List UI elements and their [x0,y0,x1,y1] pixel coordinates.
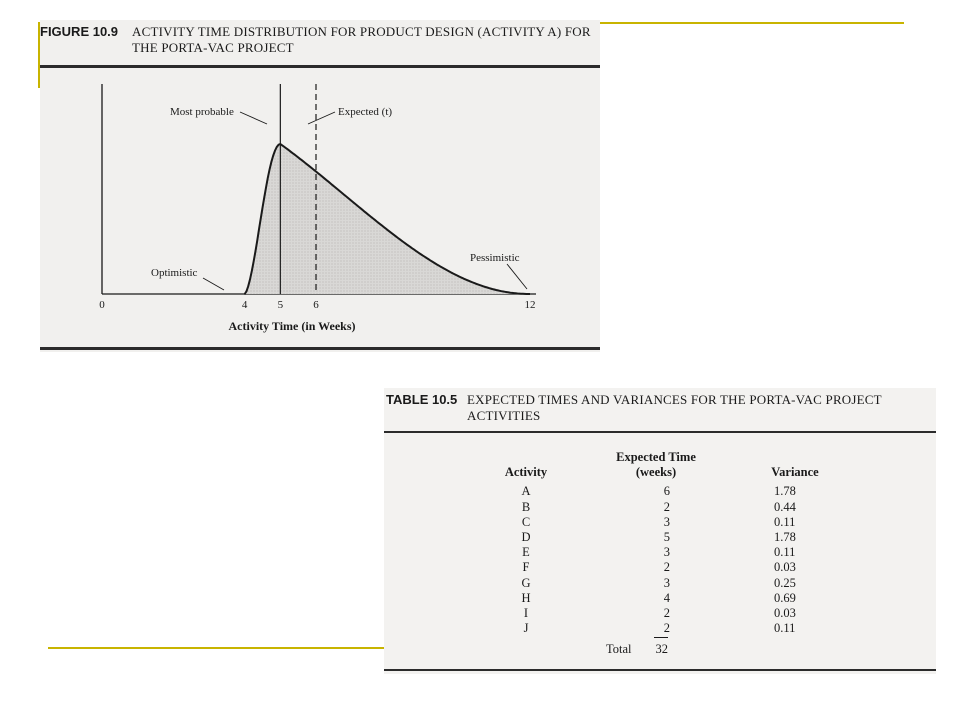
figure-number: FIGURE 10.9 [40,24,119,39]
variance-header: Variance [771,465,819,479]
cell-variance: 0.11 [774,515,796,529]
figure-10-9 [40,20,600,352]
cell-expected: 2 [663,606,670,620]
cell-activity: E [522,545,530,559]
x-tick-6: 6 [313,299,319,311]
cell-activity: G [521,576,531,590]
figure-title: ACTIVITY TIME DISTRIBUTION FOR PRODUCT DESIGN (ACTIVITY A) FOR THE PORTA-VAC PROJECT [132,24,591,55]
cell-variance: 0.11 [774,621,796,635]
cell-variance: 0.69 [774,591,796,605]
cell-activity: C [521,515,531,529]
cell-expected: 6 [663,484,670,498]
expected-time-header: Expected Time [616,450,696,464]
cell-expected: 5 [663,530,670,544]
slide-bottom-rule [48,647,388,649]
cell-variance: 0.11 [774,545,796,559]
cell-variance: 0.25 [774,576,796,590]
cell-variance: 1.78 [774,484,796,498]
most-probable-label: Most probable [170,106,234,118]
expected-arrow [308,112,335,124]
pessimistic-label: Pessimistic [470,252,520,264]
pessimistic-arrow [507,264,527,289]
optimistic-label: Optimistic [151,267,198,279]
cell-expected: 3 [663,545,670,559]
cell-expected: 4 [663,591,670,605]
cell-expected: 2 [663,560,670,574]
distribution-area [245,144,530,294]
cell-variance: 0.03 [774,560,796,574]
sum-line [654,637,668,638]
cell-expected: 2 [663,500,670,514]
expected-label: Expected (t) [338,106,393,118]
table-top-rule [384,431,936,433]
x-tick-12: 12 [524,299,536,311]
total-value: 32 [655,642,668,656]
x-tick-0: 0 [99,299,105,311]
cell-variance: 0.03 [774,606,796,620]
table-number: TABLE 10.5 [386,392,458,407]
cell-expected: 3 [663,576,670,590]
cell-variance: 1.78 [774,530,796,544]
cell-activity: H [521,591,531,605]
cell-activity: D [521,530,531,544]
activity-header: Activity [504,465,548,479]
cell-activity: A [521,484,531,498]
total-label: Total [606,642,632,656]
table-title: EXPECTED TIMES AND VARIANCES FOR THE PORTA-VAC PROJECT ACTIVITIES [467,392,882,423]
table-10-5 [384,388,936,674]
cell-activity: F [522,560,530,574]
cell-expected: 3 [663,515,670,529]
table-bottom-rule [384,669,936,671]
optimistic-arrow [203,278,224,290]
cell-expected: 2 [663,621,670,635]
cell-activity: B [521,500,531,514]
most-probable-arrow [240,112,267,124]
x-tick-5: 5 [277,299,284,311]
cell-variance: 0.44 [774,500,796,514]
cell-activity: I [523,606,529,620]
x-tick-4: 4 [241,299,248,311]
cell-activity: J [523,621,529,635]
figure-bottom-rule [40,347,600,350]
x-axis-label: Activity Time (in Weeks) [228,319,356,333]
distribution-chart [40,20,600,352]
expected-time-units: (weeks) [635,465,677,479]
slide-top-rule [598,22,904,24]
